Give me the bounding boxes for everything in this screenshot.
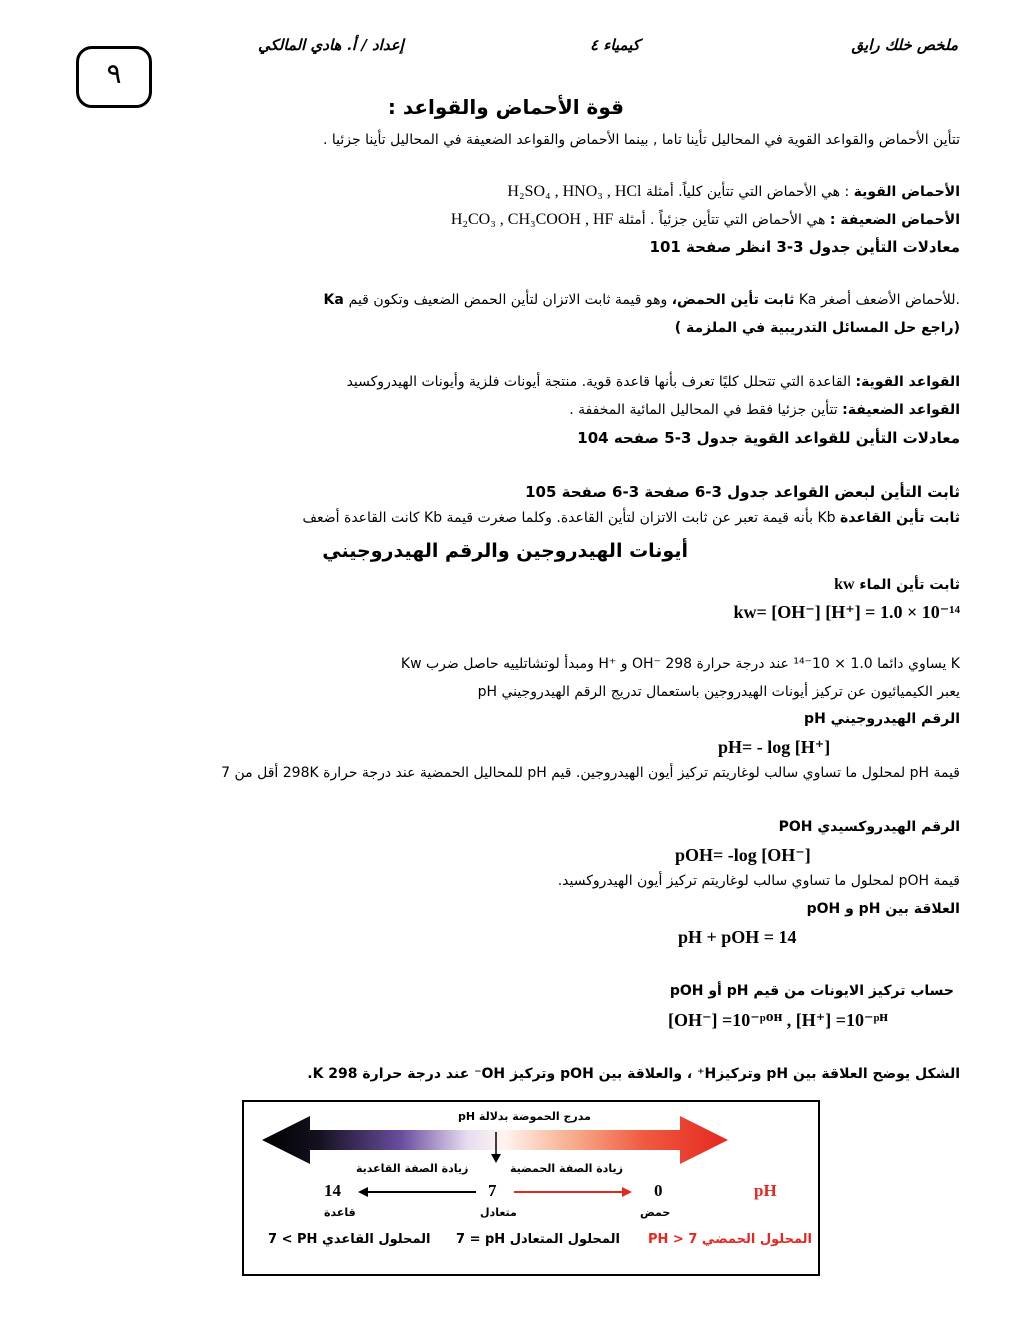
- acid-ionization-table-ref: معادلات التأين جدول 3-3 انظر صفحة 101: [649, 238, 960, 256]
- strong-bases-label: القواعد القوية:: [855, 374, 960, 390]
- page-number-box: ٩: [76, 46, 152, 108]
- ka-label: ثابت تأين الحمض،: [343, 292, 795, 308]
- figure-caption: الشكل يوضح العلاقة بين pH وتركيزH⁺ ، والعلاقة بين pOH وتركيز OH⁻ عند درجة حرارة 298 K.: [307, 1066, 960, 1082]
- weak-bases-line: [569, 402, 960, 418]
- concentration-formula: [OH⁻] =10⁻ᵖᴼᴴ , [H⁺] =10⁻ᵖᴴ: [668, 1010, 888, 1030]
- ph-0-label: 0: [654, 1181, 663, 1200]
- weak-acids-line: [451, 211, 960, 229]
- poh-definition: قيمة pOH لمحلول ما تساوي سالب لوغاريتم تركيز أيون الهيدروكسيد.: [557, 873, 960, 889]
- ph-formula: pH= - log [H⁺]: [718, 737, 831, 757]
- kw-heading: ثابت تأين الماء: [859, 577, 960, 593]
- header-left-text: إعداد / أ. هادي المالكي: [258, 36, 404, 54]
- ph-heading: الرقم الهيدروجيني pH: [804, 711, 960, 727]
- kw-symbol: kw: [834, 576, 855, 593]
- ph-axis-label: pH: [754, 1181, 777, 1200]
- basic-solution-label: 7 < PH المحلول القاعدي: [268, 1232, 431, 1247]
- practice-problems-ref: (راجع حل المسائل التدريبية في الملزمة ): [674, 320, 960, 336]
- relation-heading: العلاقة بين pH و pOH: [806, 901, 960, 917]
- acidic-solution-label: المحلول الحمضي PH > 7: [648, 1232, 813, 1247]
- weak-acids-examples: H₂CO₃ , CH₃COOH , HF: [450, 211, 614, 228]
- basic-word: قاعدة: [324, 1206, 356, 1219]
- kb-definition-line: [303, 510, 960, 526]
- weak-acids-definition: هي الأحماض التي تتأين جزئياً . أمثلة: [617, 212, 830, 228]
- ph-scale-figure: [242, 1100, 820, 1276]
- neutral-word: متعادل: [480, 1206, 517, 1219]
- header-right-text: ملخص خلك رايق: [851, 36, 958, 54]
- strong-acids-line: [507, 183, 960, 201]
- ka-definition: وهو قيمة ثابت الاتزان لتأين الحمض الضعيف وتكون قيم Ka للأحماض الأضعف أصغر.: [348, 292, 960, 308]
- kb-definition: Kb بأنه قيمة تعبر عن ثابت الاتزان لتأين القاعدة. وكلما صغرت قيمة Kb كانت القاعدة أضعف: [302, 510, 840, 526]
- ph-intro-line: يعبر الكيميائيون عن تركيز أيونات الهيدروجين باستعمال تدريج الرقم الهيدروجيني pH: [477, 684, 960, 700]
- base-ionization-table-ref: معادلات التأين للقواعد القوية جدول 3-5 صفحه 104: [577, 429, 960, 447]
- ph-7-label: 7: [488, 1181, 497, 1200]
- section-title-acid-base-strength: قوة الأحماض والقواعد :: [387, 95, 624, 119]
- strong-bases-definition: القاعدة التي تتحلل كليًا تعرف بأنها قاعدة قوية. منتجة أيونات فلزية وأيونات الهيدروكسيد: [346, 374, 856, 390]
- ph-14-label: 14: [324, 1181, 341, 1200]
- ka-symbol: Ka: [323, 292, 344, 308]
- weak-bases-label: القواعد الضعيفة:: [842, 402, 960, 418]
- poh-heading: الرقم الهيدروكسيدي POH: [778, 819, 960, 835]
- acidic-word: حمض: [640, 1206, 671, 1219]
- section-title-hydrogen-ions: أيونات الهيدروجين والرقم الهيدروجيني: [322, 540, 688, 562]
- weak-bases-definition: تتأين جزئيا فقط في المحاليل المائية المخففة .: [569, 402, 843, 418]
- kw-heading-line: [834, 576, 960, 594]
- header-center-text: كيمياء ٤: [590, 36, 640, 54]
- kw-formula: kw= [OH⁻] [H⁺] = 1.0 × 10⁻¹⁴: [733, 602, 960, 622]
- intro-paragraph: تتأين الأحماض والقواعد القوية في المحاليل تأينا تاما , بينما الأحماض والقواعد الضعيفة في المحاليل تأينا جزئيا .: [322, 132, 960, 148]
- strong-acids-label: الأحماض القوية: [853, 184, 960, 200]
- increasing-basic-label: زيادة الصفة القاعدية: [356, 1162, 469, 1175]
- strong-acids-examples: H₂SO₄ , HNO₃ , HCl: [507, 183, 642, 200]
- ph-definition: قيمة pH لمحلول ما تساوي سالب لوغاريتم تركيز أيون الهيدروجين. قيم pH للمحاليل الحمضية عند درجة حرارة 298K أقل من 7: [221, 765, 960, 781]
- strong-bases-line: [347, 374, 960, 390]
- strong-acids-definition: : هي الأحماض التي تتأين كلياً. أمثلة: [645, 184, 854, 200]
- increasing-acidic-label: زيادة الصفة الحمضية: [510, 1162, 623, 1175]
- kb-table-ref: ثابت التأين لبعض القواعد جدول 3-6 صفحة 3-6 صفحة 105: [525, 483, 960, 501]
- weak-acids-label: الأحماض الضعيفة :: [829, 212, 960, 228]
- basic-arrow-head: [358, 1187, 368, 1197]
- neutral-solution-label: 7 = pH المحلول المتعادل: [456, 1232, 620, 1247]
- poh-formula: pOH= -log [OH⁻]: [675, 845, 811, 865]
- kb-label: ثابت تأين القاعدة: [839, 510, 960, 526]
- ph-scale-title: مدرج الحموضة بدلالة pH: [458, 1110, 591, 1123]
- neutral-pointer-head: [491, 1154, 501, 1163]
- ka-definition-line: [323, 292, 960, 308]
- acidic-arrow-head: [622, 1187, 632, 1197]
- concentration-heading: حساب تركيز الايونات من قيم pH أو pOH: [669, 983, 954, 999]
- relation-formula: pH + pOH = 14: [678, 927, 797, 947]
- kw-principle-line: Kw ومبدأ لوتشاتلييه حاصل ضرب H⁺ و OH⁻ يساوي دائما 1.0 × 10⁻¹⁴ عند درجة حرارة 298 K: [400, 656, 960, 672]
